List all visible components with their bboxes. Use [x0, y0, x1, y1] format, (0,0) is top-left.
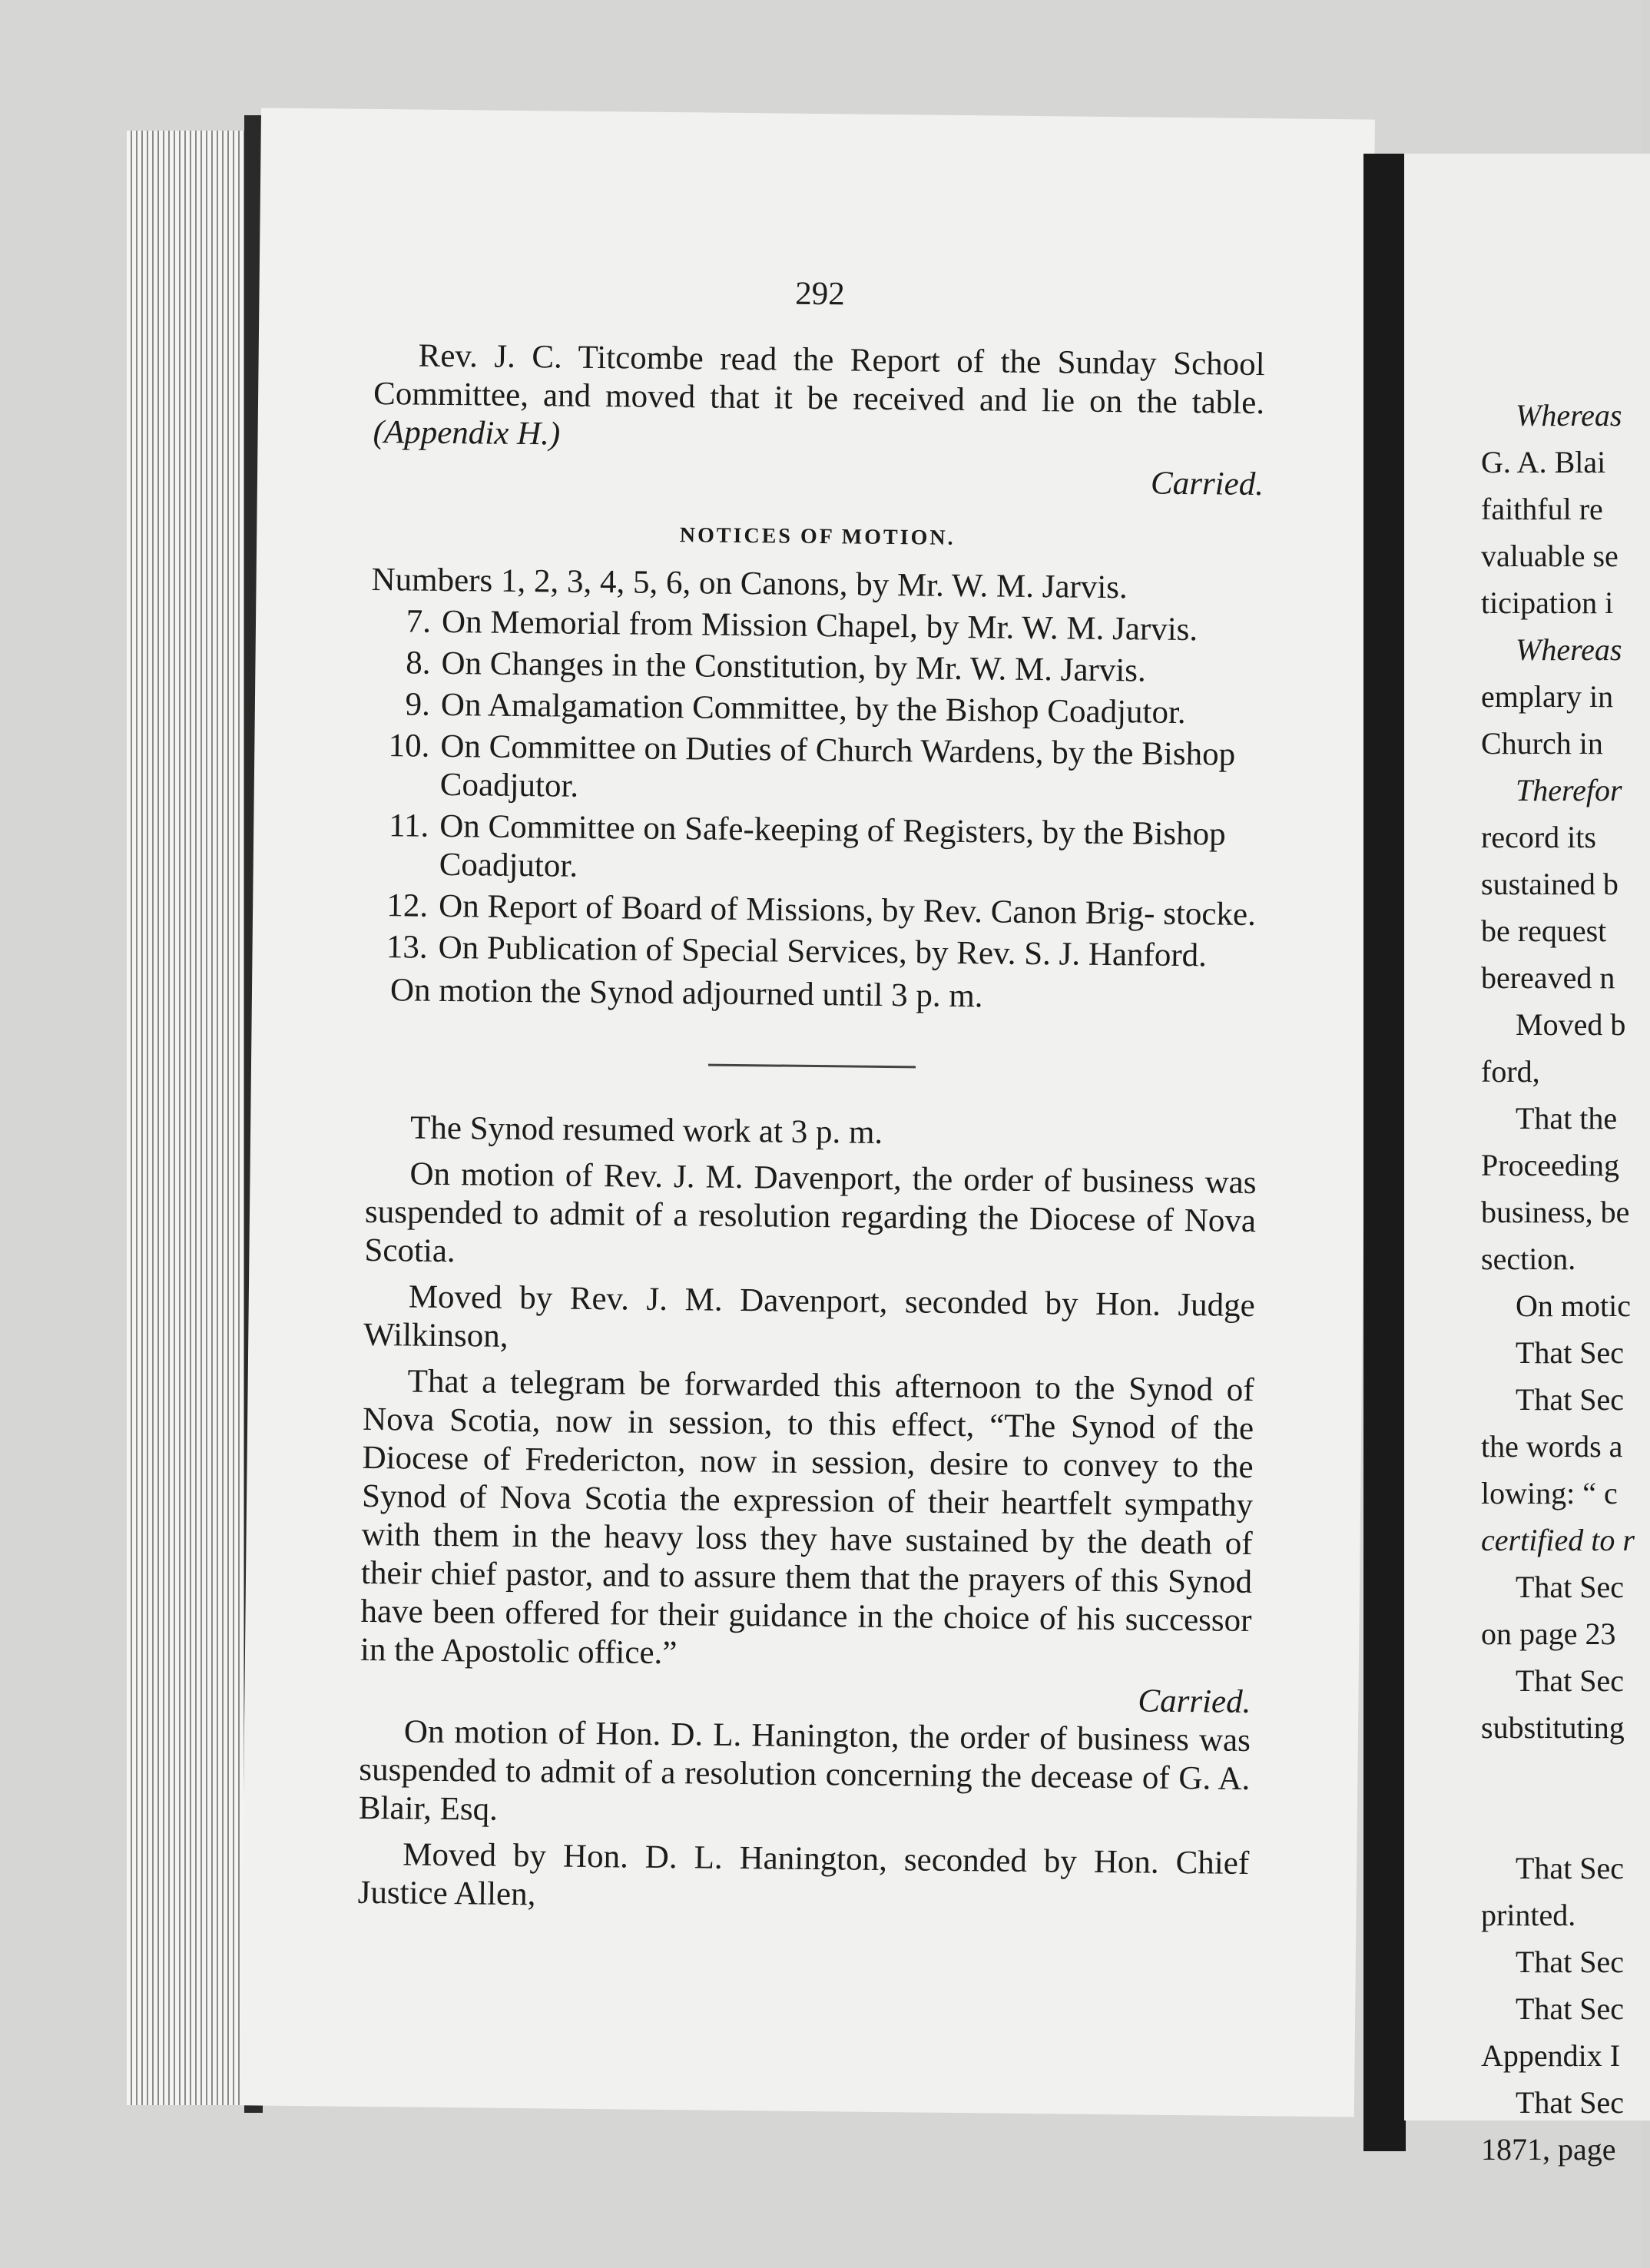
right-page-line: Appendix I — [1481, 2038, 1621, 2073]
right-page-line: business, be — [1481, 1195, 1630, 1229]
page-number: 292 — [795, 275, 846, 313]
right-page-line: certified to r — [1481, 1523, 1635, 1557]
notice-text: On Changes in the Constitution, by Mr. W. M. Jarvis. — [441, 645, 1147, 689]
right-page-line: record its — [1481, 820, 1596, 854]
right-page-line: ford, — [1481, 1054, 1540, 1089]
notice-item — [368, 807, 1260, 893]
notice-item — [368, 887, 1259, 934]
hanington-motion-paragraph: On motion of Hon. D. L. Hanington, the order of business was suspended to admit of a resolution concerning the decease of G. A. Blair, Esq. — [358, 1713, 1251, 1828]
notice-number: 8. — [405, 645, 431, 681]
right-page-line — [1481, 1751, 1635, 1845]
report-text: Rev. J. C. Titcombe read the Report of the Sunday School Committee, and moved that it be received and lie on the table. — [373, 337, 1265, 422]
right-page-line: Whereas — [1516, 398, 1622, 433]
notice-item — [370, 644, 1261, 691]
right-page-line: faithful re — [1481, 492, 1603, 526]
right-page-line: section. — [1481, 1242, 1576, 1276]
right-page-line: Therefor — [1516, 773, 1622, 807]
right-page-line: ticipation i — [1481, 585, 1614, 620]
right-page-line: Moved b — [1516, 1007, 1626, 1042]
notice-number: 13. — [386, 929, 428, 966]
right-page-line: be request — [1481, 914, 1607, 948]
right-page-line: bereaved n — [1481, 960, 1615, 995]
telegram-paragraph: That a telegram be forwarded this afternoon to the Synod of Nova Scotia, now in session, to this effect, “The Synod of the Diocese of Fredericton, now in session, desire to convey to the Synod of Nova Scotia the expression of their heartfelt sympathy with them in the heavy loss they have sustained by the death of their chief pastor, and to assure them that the prayers of this Synod have been offered for their guidance in the choice of his successor in the Apostolic office.” — [359, 1363, 1254, 1672]
right-page-line: Whereas — [1516, 632, 1622, 667]
right-page-line: valuable se — [1481, 539, 1619, 573]
notice-text: On Report of Board of Missions, by Rev. Canon Brig- stocke. — [438, 887, 1257, 933]
right-page-line: Proceeding — [1481, 1148, 1619, 1182]
right-page-line: G. A. Blai — [1481, 445, 1606, 479]
right-page-line: That Sec — [1516, 1663, 1625, 1698]
report-paragraph — [373, 337, 1265, 461]
right-page-line: the words a — [1481, 1429, 1623, 1464]
notices-heading: NOTICES OF MOTION. — [679, 523, 956, 550]
right-page-line: Church in — [1481, 726, 1603, 761]
right-page-text — [1481, 392, 1635, 2173]
notice-item — [370, 685, 1261, 733]
notice-item — [367, 928, 1258, 976]
notice-number: 7. — [406, 603, 432, 640]
notice-number: 12. — [386, 887, 429, 924]
notice-item — [369, 727, 1261, 813]
left-page — [240, 108, 1375, 2117]
book-gutter — [1363, 154, 1406, 2151]
right-page-line: On motic — [1516, 1288, 1631, 1323]
notice-text: On Amalgamation Committee, by the Bishop Coadjutor. — [440, 686, 1186, 731]
notice-text: On Committee on Safe-keeping of Registers, by the Bishop Coadjutor. — [439, 807, 1226, 884]
right-page-line: printed. — [1481, 1898, 1576, 1932]
right-page-line: That Sec — [1516, 1570, 1625, 1604]
notice-number: 10. — [388, 728, 430, 764]
moved-hanington-paragraph: Moved by Hon. D. L. Hanington, seconded by Hon. Chief Justice Allen, — [357, 1836, 1250, 1913]
resumed-line: The Synod resumed work at 3 p. m. — [409, 1109, 883, 1151]
right-page-line: That the — [1516, 1101, 1618, 1136]
notice-text: On Memorial from Mission Chapel, by Mr. W. M. Jarvis. — [441, 603, 1198, 648]
right-page-line: That Sec — [1516, 1382, 1625, 1417]
right-page — [1404, 154, 1650, 2167]
davenport-motion-paragraph: On motion of Rev. J. M. Davenport, the order of business was suspended to admit of a resolution regarding the Diocese of Nova Scotia. — [364, 1156, 1257, 1270]
right-page-line: on page 23 — [1481, 1616, 1616, 1651]
notice-text: On Committee on Duties of Church Wardens, by the Bishop Coadjutor. — [439, 728, 1236, 804]
right-page-line: That Sec — [1516, 1851, 1625, 1885]
right-page-line: That Sec — [1516, 1991, 1625, 2026]
section-divider — [708, 1064, 916, 1069]
adjourn-line: On motion the Synod adjourned until 3 p. m. — [389, 972, 983, 1015]
notice-text: On Publication of Special Services, by Rev. S. J. Hanford. — [438, 929, 1208, 974]
left-page-text — [357, 270, 1265, 1929]
moved-davenport-paragraph: Moved by Rev. J. M. Davenport, seconded by Hon. Judge Wilkinson, — [363, 1278, 1256, 1354]
carried-label-2: Carried. — [1138, 1683, 1251, 1721]
notice-item — [371, 602, 1262, 650]
notices-list — [367, 602, 1262, 976]
right-page-line: lowing: “ c — [1481, 1476, 1618, 1510]
notice-number: 9. — [405, 686, 431, 723]
right-page-line: That Sec — [1516, 2085, 1625, 2120]
right-page-line: emplary in — [1481, 679, 1614, 714]
carried-label: Carried. — [1150, 465, 1264, 503]
right-page-line: 1871, page — [1481, 2132, 1616, 2167]
right-page-line: That Sec — [1516, 1335, 1625, 1370]
notice-numbers-1-6: Numbers 1, 2, 3, 4, 5, 6, on Canons, by Mr. W. M. Jarvis. — [371, 561, 1128, 606]
right-page-line: That Sec — [1516, 1945, 1625, 1979]
right-page-line: substituting — [1481, 1710, 1625, 1745]
notice-number: 11. — [388, 807, 429, 844]
appendix-reference: (Appendix H.) — [373, 413, 561, 453]
right-page-line: sustained b — [1481, 867, 1619, 901]
